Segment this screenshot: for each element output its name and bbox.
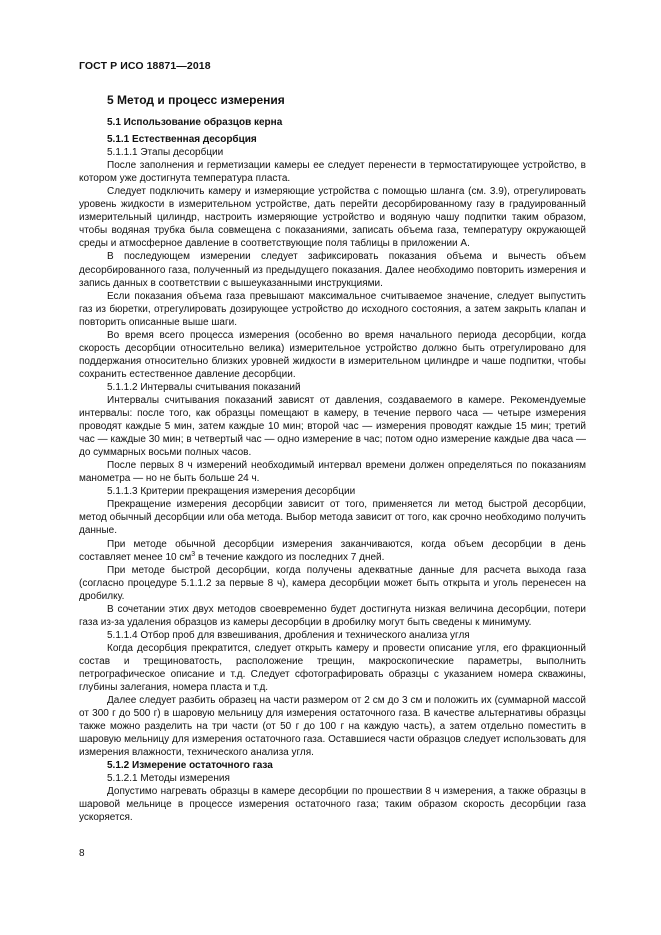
paragraph: Прекращение измерения десорбции зависит от того, применяется ли метод быстрой десорбции, метод обычный десорбции или оба метода. Выбор метода зависит от того, как срочно необходимо получить данные. — [79, 499, 586, 537]
clause-5-1-1-3-title: 5.1.1.3 Критерии прекращения измерения десорбции — [107, 486, 356, 498]
paragraph-text: При методе обычной десорбции измерения заканчиваются, когда объем десорбции в день составляет менее 10 см — [79, 538, 586, 563]
paragraph: После первых 8 ч измерений необходимый интервал времени должен определяться по показаниям манометра — но не быть больше 24 ч. — [79, 460, 586, 485]
paragraph: После заполнения и герметизации камеры ее следует перенести в термостатирующее устройство, в котором уже достигнута температура пласта. — [79, 160, 586, 185]
clause-5-1-1-title: 5.1.1 Естественная десорбция — [107, 134, 257, 146]
paragraph: Следует подключить камеру и измеряющие устройства с помощью шланга (см. 3.9), отрегулировать уровень жидкости в измерительном устройстве, дать перейти десорбированному газу в градуированный измерительный цилиндр, настроить измеряющие устройство и водяную чашу подпитки таким образом, чтобы водяная трубка была совмещена с показаниями, записать объема газа, температуру окружающей среды и атмосферное давление в соответствующие поля таблицы в приложении А. — [79, 186, 586, 250]
standard-header: ГОСТ Р ИСО 18871—2018 — [79, 60, 211, 72]
clause-5-1-1-2-title: 5.1.1.2 Интервалы считывания показаний — [107, 381, 301, 393]
clause-5-1-1-4-title: 5.1.1.4 Отбор проб для взвешивания, дробления и технического анализа угля — [107, 629, 470, 641]
paragraph: Допустимо нагревать образцы в камере десорбции по прошествии 8 ч измерения, а также образцы в шаровой мельнице в процессе измерения остаточного газа; таким образом скорость десорбции газа ускоряется. — [79, 786, 586, 824]
paragraph: Интервалы считывания показаний зависят от давления, создаваемого в камере. Рекомендуемые интервалы: после того, как образцы помещают в камеру, в течение первого часа — четыре измерения проводят каждые 5 мин, затем каждые 10 мин; второй час — измерения проводят каждые 15 мин; третий час — каждые 30 мин; в четвертый час — одно измерение в час; потом одно измерение каждые два часа — до суммарных восьми полных часов. — [79, 394, 586, 459]
document-body — [79, 92, 586, 825]
page-number: 8 — [79, 848, 85, 859]
paragraph — [79, 538, 586, 564]
paragraph: При методе быстрой десорбции, когда получены адекватные данные для расчета выхода газа (согласно процедуре 5.1.1.2 за первые 8 ч), камера десорбции может быть открыта и уголь перенесен на дробилку. — [79, 564, 586, 602]
clause-5-1-1-1-title: 5.1.1.1 Этапы десорбции — [107, 147, 224, 159]
superscript: 3 — [191, 550, 196, 558]
paragraph: Во время всего процесса измерения (особенно во время начального периода десорбции, когда скорость десорбции относительно велика) измерительное устройство должно быть отрегулировано для поддержания относительно близких уровней жидкости в измерительном цилиндре и чаше подпитки, чтобы сохранить естественное давление десорбции. — [79, 329, 586, 380]
paragraph: Когда десорбция прекратится, следует открыть камеру и провести описание угля, его фракционный состав и трещиноватость, расположение трещин, макроскопические параметры, выполнить петрографическое описание и т.д. Следует сфотографировать образцы с указанием номера скважины, глубины залегания, номера пласта и т.д. — [79, 642, 586, 694]
section-title: 5 Метод и процесс измерения — [107, 93, 285, 107]
paragraph: В сочетании этих двух методов своевременно будет достигнута низкая величина десорбции, потери газа из-за удаления образцов из камеры десорбции в дробилку могут быть сведены к минимуму. — [79, 603, 586, 628]
paragraph: Если показания объема газа превышают максимальное считываемое значение, следует выпустить газ из бюретки, отрегулировать дозирующее устройство до исходного состояния, а затем закрыть клапан и повторить описанные выше шаги. — [79, 290, 586, 328]
paragraph: В последующем измерении следует зафиксировать показания объема и вычесть объем десорбированного газа, полученный из предыдущего показания. Далее необходимо повторить измерения и запись данных в соответствии с вышеуказанными инструкциями. — [79, 251, 586, 289]
clause-5-1-2-title: 5.1.2 Измерение остаточного газа — [107, 760, 273, 772]
paragraph: Далее следует разбить образец на части размером от 2 см до 3 см и положить их (суммарной массой от 300 г до 500 г) в шаровую мельницу для измерения остаточного газа. В качестве альтернативы образцы также можно разделить на три части (от 50 г до 100 г на каждую часть), а затем отдельно поместить в шаровую мельницу для измерения остаточного газа. Оставшиеся части образцов следует использовать для измерения влажности, технического анализа угля. — [79, 695, 586, 759]
subsection-title: 5.1 Использование образцов керна — [107, 117, 283, 128]
paragraph-text: в течение каждого из последних 7 дней. — [195, 551, 385, 563]
clause-5-1-2-1-title: 5.1.2.1 Методы измерения — [107, 773, 230, 785]
